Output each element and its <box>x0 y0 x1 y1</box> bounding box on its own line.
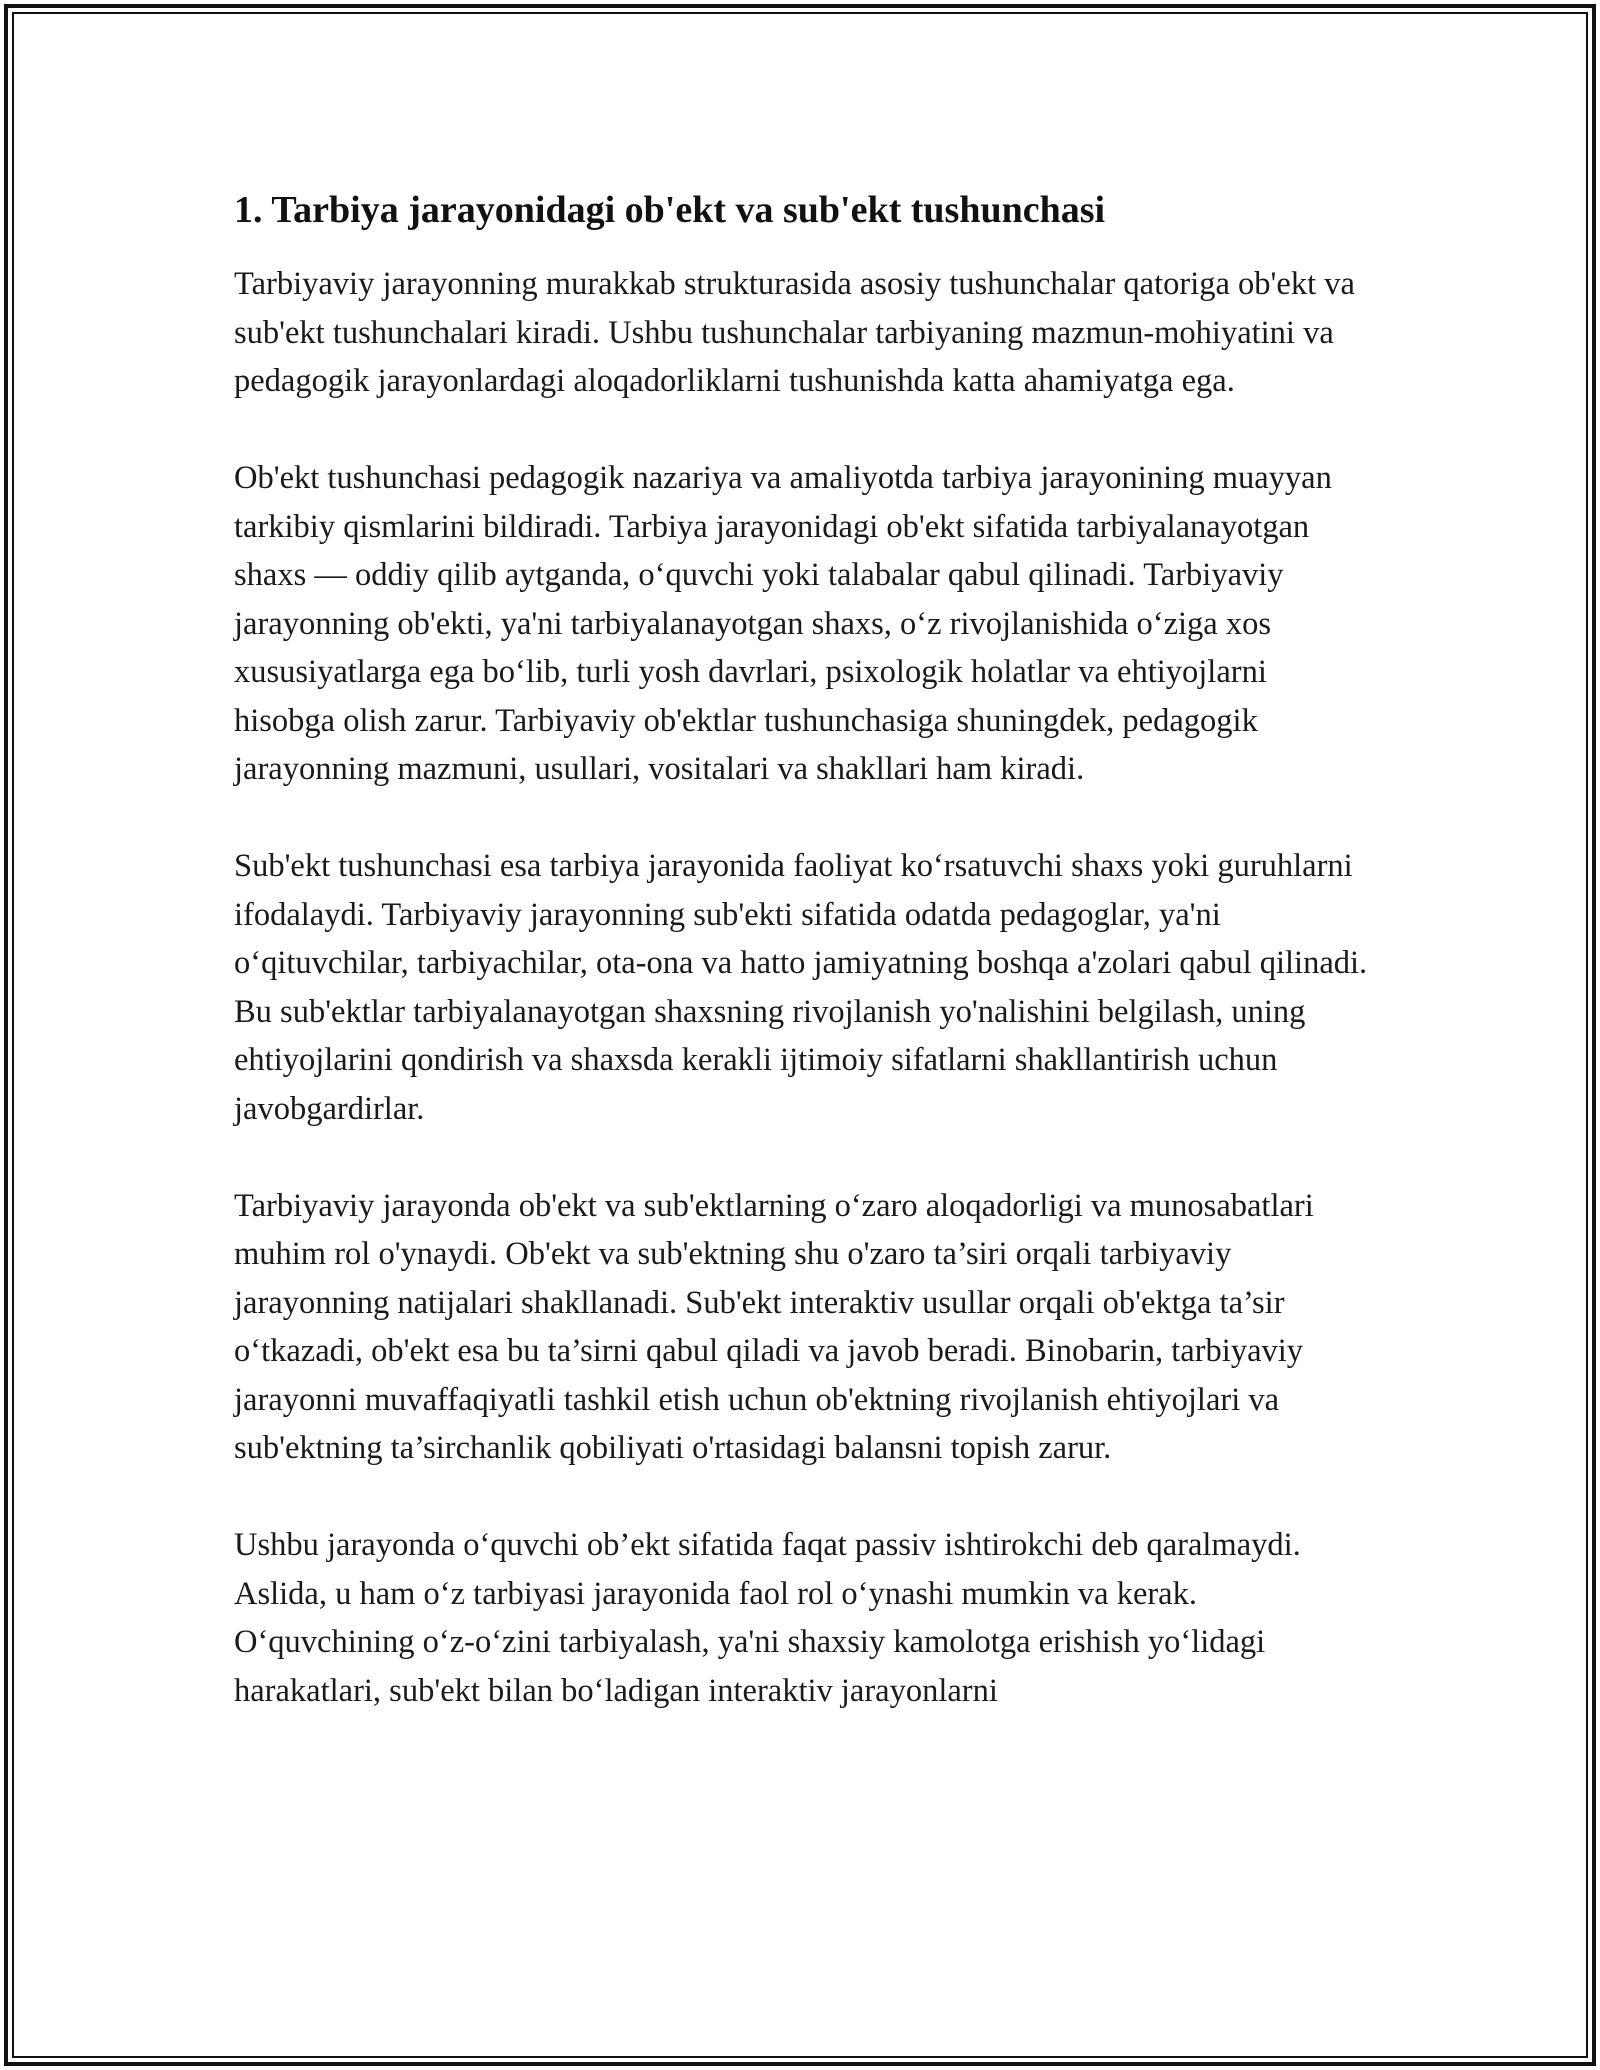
paragraph-1: Tarbiyaviy jarayonning murakkab strukturasida asosiy tushunchalar qatoriga ob'ekt va sub'ekt tushunchalari kiradi. Ushbu tushunchalar tarbiyaning mazmun-mohiyatini va pedagogik jarayonlardagi aloqadorliklarni tushunishda katta ahamiyatga ega. <box>234 266 1355 399</box>
paragraph-3: Sub'ekt tushunchasi esa tarbiya jarayonida faoliyat ko‘rsatuvchi shaxs yoki guruhlarni ifodalaydi. Tarbiyaviy jarayonning sub'ekti sifatida odatda pedagoglar, ya'ni o‘qituvchilar, tarbiyachilar, ota-ona va hatto jamiyatning boshqa a'zolari qabul qilinadi. Bu sub'ektlar tarbiyalanayotgan shaxsning rivojlanish yo'nalishini belgilash, uning ehtiyojlarini qondirish va shaxsda kerakli ijtimoiy sifatlarni shakllantirish uchun javobgardirlar. <box>234 848 1368 1127</box>
section-heading: 1. Tarbiya jarayonidagi ob'ekt va sub'ekt tushunchasi <box>234 189 1106 231</box>
paragraph-5: Ushbu jarayonda o‘quvchi ob’ekt sifatida faqat passiv ishtirokchi deb qaralmaydi. Aslida, u ham o‘z tarbiyasi jarayonida faol rol o‘ynashi mumkin va kerak. O‘quvchining o‘z-o‘zini tarbiyalash, ya'ni shaxsiy kamolotga erishish yo‘lidagi harakatlari, sub'ekt bilan bo‘ladigan interaktiv jarayonlarni <box>234 1527 1301 1709</box>
document-body <box>234 186 1374 1764</box>
paragraph-4: Tarbiyaviy jarayonda ob'ekt va sub'ektlarning o‘zaro aloqadorligi va munosabatlari muhim rol o'ynaydi. Ob'ekt va sub'ektning shu o'zaro ta’siri orqali tarbiyaviy jarayonning natijalari shakllanadi. Sub'ekt interaktiv usullar orqali ob'ektga ta’sir o‘tkazadi, ob'ekt esa bu ta’sirni qabul qiladi va javob beradi. Binobarin, tarbiyaviy jarayonni muvaffaqiyatli tashkil etish uchun ob'ektning rivojlanish ehtiyojlari va sub'ektning ta’sirchanlik qobiliyati o'rtasidagi balansni topish zarur. <box>234 1187 1314 1466</box>
paragraph-2: Ob'ekt tushunchasi pedagogik nazariya va amaliyotda tarbiya jarayonining muayyan tarkibiy qismlarini bildiradi. Tarbiya jarayonidagi ob'ekt sifatida tarbiyalanayotgan shaxs — oddiy qilib aytganda, o‘quvchi yoki talabalar qabul qilinadi. Tarbiyaviy jarayonning ob'ekti, ya'ni tarbiyalanayotgan shaxs, o‘z rivojlanishida o‘ziga xos xususiyatlarga ega bo‘lib, turli yosh davrlari, psixologik holatlar va ehtiyojlarni hisobga olish zarur. Tarbiyaviy ob'ektlar tushunchasiga shuningdek, pedagogik jarayonning mazmuni, usullari, vositalari va shakllari ham kiradi. <box>234 460 1332 787</box>
